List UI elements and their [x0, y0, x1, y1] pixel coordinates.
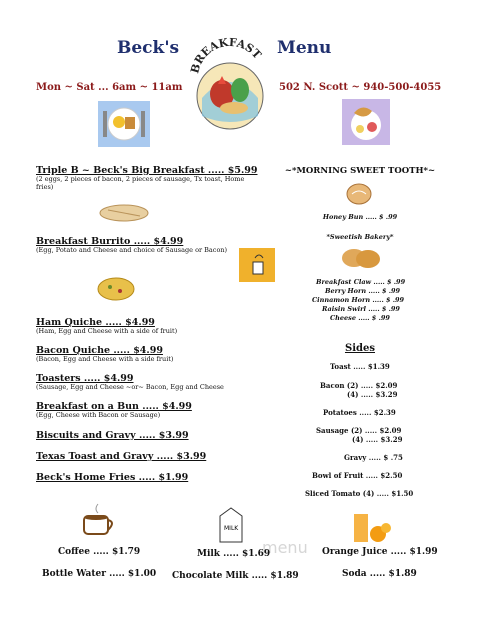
side-sausage-4: (4) ..... $3.29 [352, 435, 403, 444]
item-desc: (2 eggs, 2 pieces of bacon, 2 pieces of sausage, Tx toast, Home fries) [36, 175, 245, 191]
item-desc: (Bacon, Egg and Cheese with a side fruit) [36, 355, 174, 363]
item-name: Breakfast on a Bun ..... $4.99 [36, 401, 192, 412]
quiche-icon [96, 276, 136, 302]
item-desc: (Egg, Potato and Cheese and choice of Sausage or Bacon) [36, 246, 228, 254]
side-potatoes: Potatoes ..... $2.39 [323, 408, 396, 417]
menu-item [36, 373, 266, 392]
svg-text:MILK: MILK [224, 525, 239, 532]
sides-title: Sides [344, 343, 375, 354]
honey-bun-icon [346, 182, 372, 206]
bakery-item: Berry Horn ..... $ .99 [325, 287, 401, 295]
menu-item [36, 317, 266, 336]
bakery-item: Cheese ..... $ .99 [330, 314, 390, 322]
orange-juice-icon [350, 508, 392, 544]
side-toast: Toast ..... $1.39 [330, 362, 390, 371]
burrito-icon [98, 200, 150, 226]
bakery-item: Raisin Swirl ..... $ .99 [322, 305, 400, 313]
side-sausage-2: Sausage (2) ..... $2.09 [316, 426, 402, 435]
title-becks: Beck's [117, 38, 180, 58]
item-name: Triple B ~ Beck's Big Breakfast ..... $5.99 [36, 165, 258, 176]
item-name: Ham Quiche ..... $4.99 [36, 317, 155, 328]
pastries-icon [340, 245, 382, 271]
menu-item [36, 345, 266, 364]
item-desc: (Ham, Egg and Cheese with a side of fruit) [36, 327, 178, 335]
beverage-orange-juice: Orange Juice ..... $1.99 [322, 547, 438, 557]
beverage-soda: Soda ..... $1.89 [342, 569, 417, 579]
menu-item [36, 236, 266, 255]
beverage-chocolate-milk: Chocolate Milk ..... $1.89 [172, 571, 299, 581]
menu-item-biscuits: Biscuits and Gravy ..... $3.99 [36, 430, 189, 441]
menu-item [36, 165, 266, 191]
bakery-subtitle: *Sweetish Bakery* [326, 233, 394, 241]
hours-text: Mon ~ Sat ... 6am ~ 11am [36, 82, 183, 93]
item-name: Bacon Quiche ..... $4.99 [36, 345, 163, 356]
beverage-bottle-water: Bottle Water ..... $1.00 [42, 569, 157, 579]
menu-item-home-fries: Beck's Home Fries ..... $1.99 [36, 472, 189, 483]
item-desc: (Egg, Cheese with Bacon or Sausage) [36, 411, 161, 419]
side-fruit: Bowl of Fruit ..... $2.50 [312, 471, 403, 480]
coffee-cup-icon [78, 502, 118, 542]
logo-text: REAKFAST [191, 36, 264, 67]
bakery-item: Cinnamon Horn ..... $ .99 [312, 296, 405, 304]
milk-carton-icon [216, 506, 246, 544]
item-name: Toasters ..... $4.99 [36, 373, 134, 384]
bakery-item: Breakfast Claw ..... $ .99 [316, 278, 406, 286]
menu-item-texas-toast: Texas Toast and Gravy ..... $3.99 [36, 451, 207, 462]
watermark: menu [262, 538, 308, 557]
title-menu: Menu [277, 38, 332, 58]
coffee-pour-icon [239, 248, 275, 282]
item-name: Breakfast Burrito ..... $4.99 [36, 236, 184, 247]
pastry-plate-icon [342, 99, 390, 145]
item-desc: (Sausage, Egg and Cheese ~or~ Bacon, Egg and Cheese [36, 383, 224, 391]
side-bacon-4: (4) ..... $3.29 [347, 390, 398, 399]
side-bacon-2: Bacon (2) ..... $2.09 [320, 381, 398, 390]
honey-bun-price: Honey Bun ..... $ .99 [322, 213, 398, 221]
breakfast-logo [190, 36, 270, 131]
side-gravy: Gravy ..... $ .75 [344, 453, 403, 462]
address-text: 502 N. Scott ~ 940-500-4055 [279, 82, 442, 93]
beverage-coffee: Coffee ..... $1.79 [58, 547, 141, 557]
sweet-tooth-title: ~*MORNING SWEET TOOTH*~ [284, 166, 436, 176]
breakfast-plate-icon [98, 101, 150, 147]
beverage-milk: Milk ..... $1.69 [197, 549, 271, 559]
side-tomato: Sliced Tomato (4) ..... $1.50 [305, 489, 414, 498]
menu-item [36, 401, 266, 420]
